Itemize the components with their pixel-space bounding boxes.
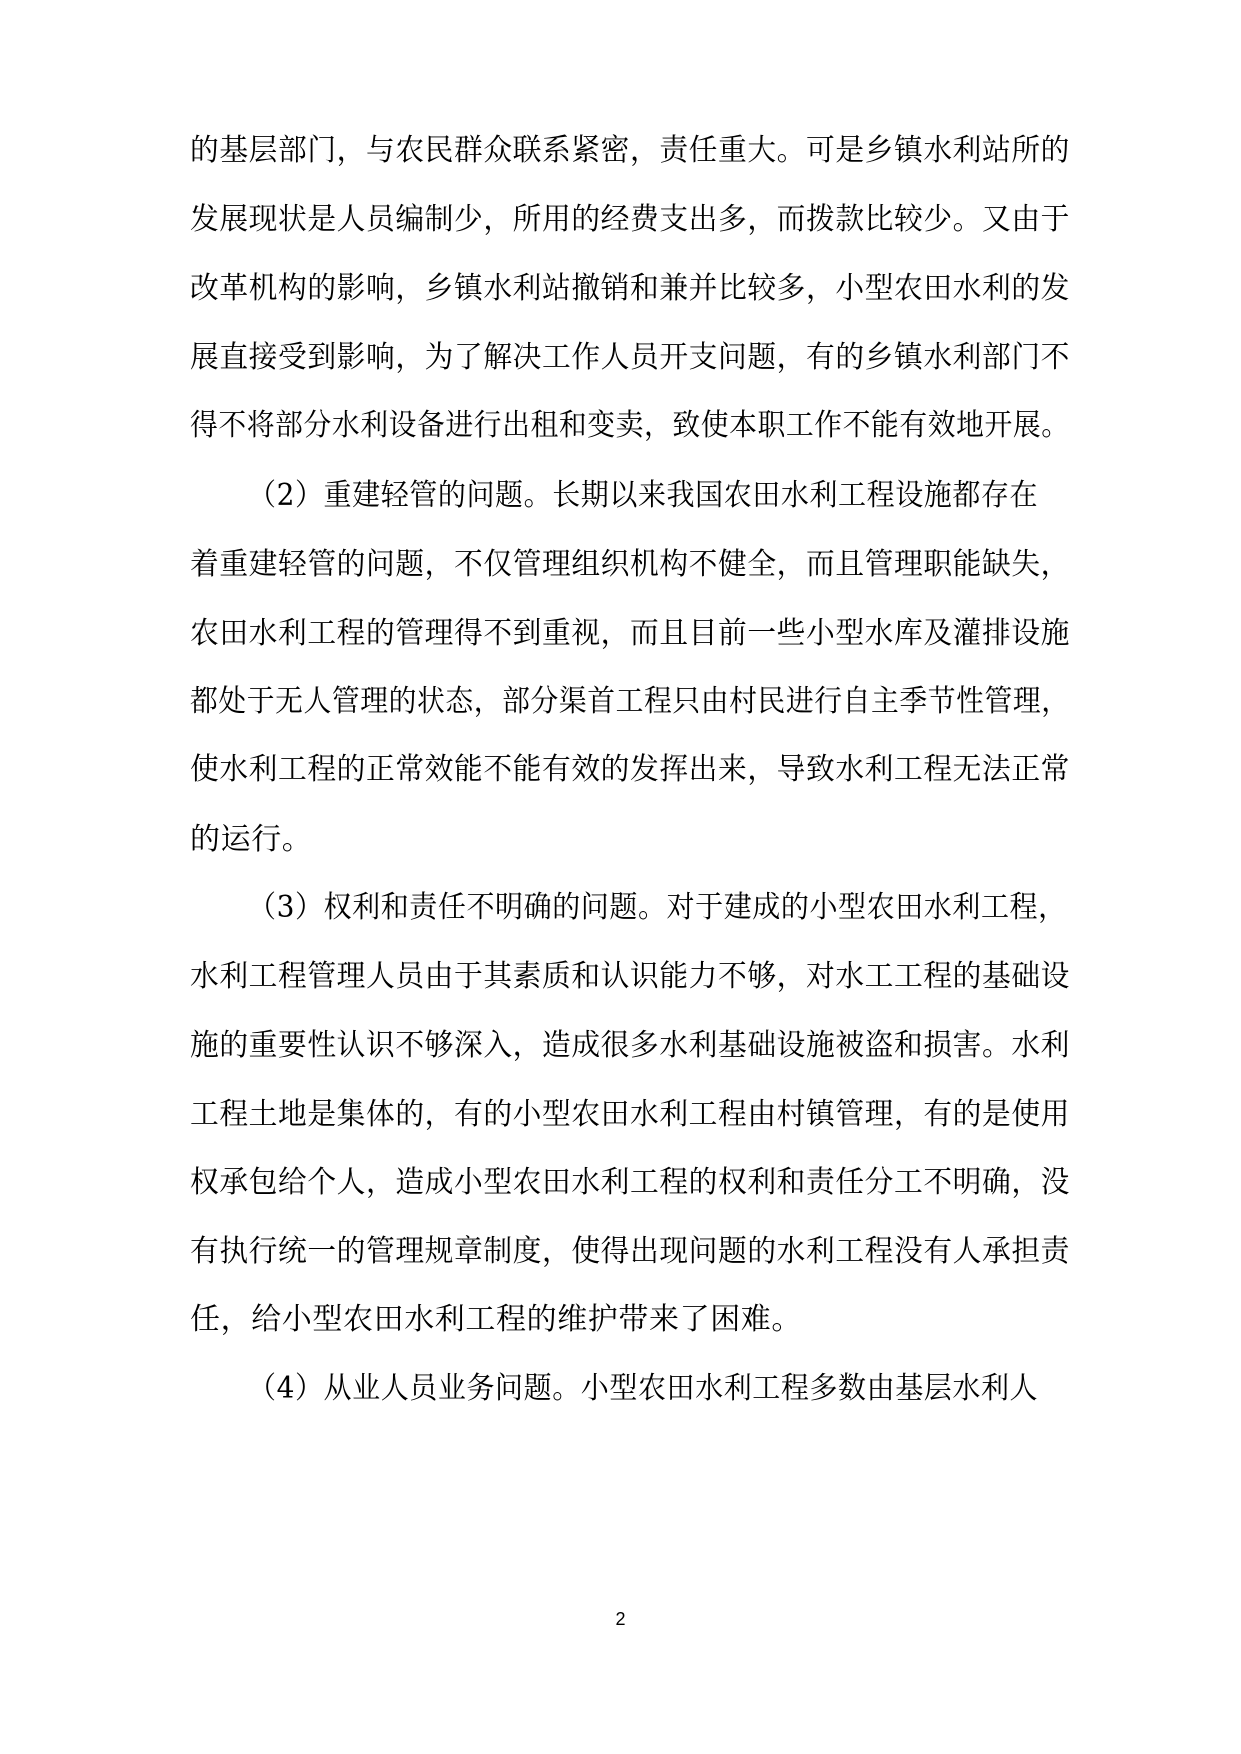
- text-line: 改革机构的影响，乡镇水利站撤销和兼并比较多，小型农田水利的发: [190, 271, 1070, 306]
- text-line: 施的重要性认识不够深入，造成很多水利基础设施被盗和损害。水利: [190, 1028, 1070, 1063]
- text-line: 水利工程管理人员由于其素质和认识能力不够，对水工工程的基础设: [190, 959, 1070, 994]
- text-line: 工程土地是集体的，有的小型农田水利工程由村镇管理，有的是使用: [190, 1097, 1070, 1132]
- text-line: 的运行。: [190, 822, 313, 857]
- text-line: 使水利工程的正常效能不能有效的发挥出来，导致水利工程无法正常: [190, 752, 1070, 787]
- text-line: 着重建轻管的问题，不仅管理组织机构不健全，而且管理职能缺失，: [190, 547, 1070, 582]
- paragraph-heading-2: （2）重建轻管的问题。长期以来我国农田水利工程设施都存在: [248, 478, 1039, 513]
- text-line: 展直接受到影响，为了解决工作人员开支问题，有的乡镇水利部门不: [190, 340, 1070, 375]
- paragraph-heading-4: （4）从业人员业务问题。小型农田水利工程多数由基层水利人: [248, 1371, 1039, 1406]
- text-line: 的基层部门，与农民群众联系紧密，责任重大。可是乡镇水利站所的: [190, 133, 1070, 168]
- text-line: 权承包给个人，造成小型农田水利工程的权利和责任分工不明确，没: [190, 1165, 1070, 1200]
- page-number: 2: [615, 1609, 626, 1629]
- text-line: 任，给小型农田水利工程的维护带来了困难。: [190, 1302, 802, 1337]
- text-line: 有执行统一的管理规章制度，使得出现问题的水利工程没有人承担责: [190, 1234, 1070, 1269]
- text-line: 得不将部分水利设备进行出租和变卖，致使本职工作不能有效地开展。: [190, 408, 1070, 443]
- text-line: 都处于无人管理的状态，部分渠首工程只由村民进行自主季节性管理，: [190, 684, 1070, 719]
- text-line: 发展现状是人员编制少，所用的经费支出多，而拨款比较少。又由于: [190, 202, 1070, 237]
- paragraph-heading-3: （3）权利和责任不明确的问题。对于建成的小型农田水利工程，: [248, 890, 1067, 925]
- text-line: 农田水利工程的管理得不到重视，而且目前一些小型水库及灌排设施: [190, 616, 1070, 651]
